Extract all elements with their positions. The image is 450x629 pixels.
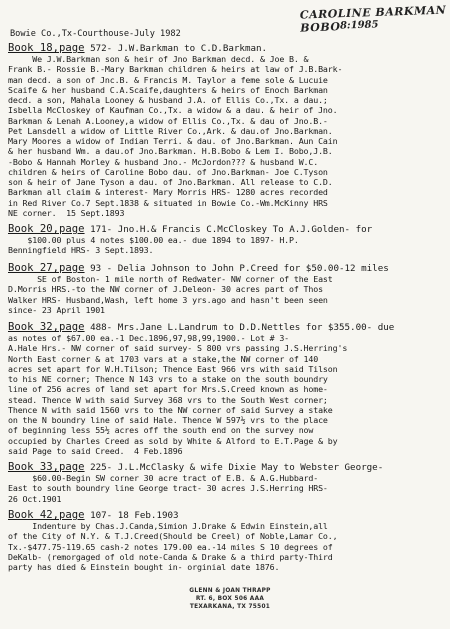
- address-stamp: [160, 587, 300, 611]
- entry-line: acres set apart for W.H.Tilson; Thence East 966 vrs with said Tilson: [8, 363, 338, 374]
- entry-line: man decd. a son of Jnc.B. & Francis M. Taylor a feme sole & Lucuie: [8, 74, 328, 85]
- entry-line: said Page to said Creed. 4 Feb.1896: [8, 445, 183, 456]
- entry-line: Scaife & her husband C.A.Scaife,daughters & heirs of Enoch Barkman: [8, 84, 328, 95]
- entry-line: Frank B.- Rossie B.-Mary Barkman children & heirs at law of J.B.Bark-: [8, 64, 343, 75]
- entry-line: Walker HRS- Husband,Wash, left home 3 yrs.ago and hasn't been seen: [8, 294, 328, 305]
- entry-book-ref: Book 42,page: [8, 509, 85, 521]
- entry-line: of the City of N.Y. & T.J.Creed(Should be Creel) of Noble,Lamar Co.,: [8, 531, 338, 542]
- deed-entry-book-33: [8, 462, 446, 504]
- entry-heading-text: 171- Jno.H.& Francis C.McCloskey To A.J.Golden- for: [84, 224, 373, 235]
- entry-line: North East corner & at 1703 vars at a stake,the NW corner of 140: [8, 353, 319, 364]
- entry-line: NE corner. 15 Sept.1893: [8, 207, 125, 218]
- stamp-name: GLENN & JOAN THRAPP: [189, 588, 271, 594]
- entry-line: of beginning less 55½ acres off the south end on the survey now: [8, 425, 314, 436]
- entry-line: party has died & Einstein bought in- orginial date 1876.: [8, 562, 280, 572]
- document-header: Bowie Co.,Tx-Courthouse-July 1982: [10, 29, 181, 39]
- entry-heading-text: 488- Mrs.Jane L.Landrum to D.D.Nettles for $355.00- due: [84, 322, 395, 333]
- entry-line: Thence N with said 1560 vrs to the NW corner of said Survey a stake: [8, 404, 333, 415]
- entry-line: Barkman all claim & interest- Mary Morris HRS- 1280 acres recorded: [8, 187, 328, 198]
- entry-book-ref: Book 33,page: [8, 461, 85, 473]
- entry-line: Benningfield HRS- 3 Sept.1893.: [8, 245, 154, 256]
- entry-line: Isbella McCloskey of Kaufman Co.,Tx. a widow & a dau. & heir of Jno.: [8, 105, 338, 116]
- entry-heading: [8, 462, 446, 473]
- entry-heading: [8, 43, 446, 54]
- entry-book-ref: Book 20,page: [8, 223, 85, 235]
- entry-heading: [8, 263, 446, 274]
- entry-heading-text: 572- J.W.Barkman to C.D.Barkman.: [84, 43, 268, 54]
- entry-line: East to south boundry line George tract- 30 acres J.S.Herring HRS-: [8, 483, 328, 494]
- stamp-street: RT. 6, BOX 506 AAA: [195, 596, 265, 602]
- entry-line: We J.W.Barkman son & heir of Jno Barkman decd. & Joe B. &: [8, 54, 309, 64]
- entry-heading-text: 107- 18 Feb.1903: [84, 510, 179, 521]
- deed-entry-book-27: [8, 263, 446, 315]
- entry-book-ref: Book 18,page: [8, 42, 85, 54]
- entry-line: Pet Lansdell a widow of Little River Co.,Ark. & dau.of Jno.Barkman.: [8, 125, 333, 136]
- entry-heading-text: 93 - Delia Johnson to John P.Creed for $50.00-12 miles: [84, 263, 389, 274]
- entry-line: occupied by Charles Creed as sold by White & Alford to E.T.Page & by: [8, 435, 338, 446]
- entry-book-ref: Book 27,page: [8, 262, 85, 274]
- entry-heading-text: 225- J.L.McClasky & wife Dixie May to Webster George-: [84, 462, 384, 473]
- entry-line: line of 256 acres of land set apart for Mrs.S.Creed known as home-: [8, 384, 328, 395]
- entry-heading: [8, 510, 446, 521]
- entry-line: A.Hale Hrs.- NW corner of said survey- S 800 vrs passing J.S.Herring's: [8, 343, 348, 354]
- deed-entry-book-20: [8, 224, 446, 256]
- entry-line: Mary Moores a widow of Indian Terri. & dau. of Jno.Barkman. Aun Cain: [8, 136, 338, 146]
- handwritten-annotation-name: CAROLINE BARKMAN BOBO: [299, 3, 447, 35]
- entry-line: & her husband Wm. a dau.of Jno.Barkman. H.B.Bobo & Lem I. Bobo,J.B.: [8, 146, 333, 157]
- entry-book-ref: Book 32,page: [8, 321, 85, 333]
- entry-line: Indenture by Chas.J.Canda,Simion J.Drake & Edwin Einstein,all: [8, 521, 328, 531]
- entry-line: DeKalb- (remorgaged of old note-Canda & Drake & a third party-Third: [8, 551, 333, 562]
- entry-line: D.Morris HRS.-to the NW corner of J.Deleon- 30 acres part of Thos: [8, 284, 323, 295]
- deed-entry-book-18: [8, 43, 446, 218]
- entry-line: on the N boundry line of said Hale. Thence W 597½ vrs to the place: [8, 415, 328, 425]
- entry-line: son & heir of Jane Tyson a dau. of Jno.Barkman. All release to C.D.: [8, 177, 333, 187]
- handwritten-annotation-ref: 8:1985: [339, 19, 379, 32]
- deed-entry-book-32: [8, 322, 446, 456]
- entry-line: Tx.-$477.75-119.65 cash-2 notes 179.00 ea.-14 miles S 10 degrees of: [8, 541, 333, 552]
- entry-line: 26 Oct.1901: [8, 493, 62, 504]
- deed-entry-book-42: [8, 510, 446, 572]
- stamp-city: TEXARKANA, TX 75501: [189, 604, 271, 610]
- entry-line: in Red River Co.7 Sept.1838 & situated in Bowie Co.-Wm.McKinny HRS: [8, 197, 328, 208]
- entry-heading: [8, 322, 446, 333]
- entry-line: as notes of $67.00 ea.-1 Dec.1896,97,98,99,1900.- Lot # 3-: [8, 333, 290, 343]
- entry-line: Barkman & Lenah A.Looney,a widow of Ellis Co.,Tx. & dau of Jno.B.-: [8, 115, 328, 126]
- entry-heading: [8, 224, 446, 235]
- entry-line: SE of Boston- 1 mile north of Redwater- NW corner of the East: [8, 274, 333, 284]
- entry-line: $100.00 plus 4 notes $100.00 ea.- due 1894 to 1897- H.P.: [8, 235, 299, 245]
- entry-line: children & heirs of Caroline Bobo dau. of Jno.Barkman- Joe C.Tyson: [8, 166, 328, 177]
- entry-line: since- 23 April 1901: [8, 304, 105, 315]
- entry-line: -Bobo & Hannah Morley & husband Jno.- McJordon??? & husband W.C.: [8, 156, 319, 167]
- entry-line: decd. a son, Mahala Looney & husband J.A. of Ellis Co.,Tx. a dau.;: [8, 95, 328, 105]
- entry-line: $60.00-Begin SW corner 30 acre tract of E.B. & A.G.Hubbard-: [8, 473, 319, 483]
- entry-line: stead. Thence W with said Survey 368 vrs to the South West corner;: [8, 394, 328, 405]
- entry-line: to his NE corner; Thence N 143 vrs to a stake on the south boundry: [8, 374, 328, 384]
